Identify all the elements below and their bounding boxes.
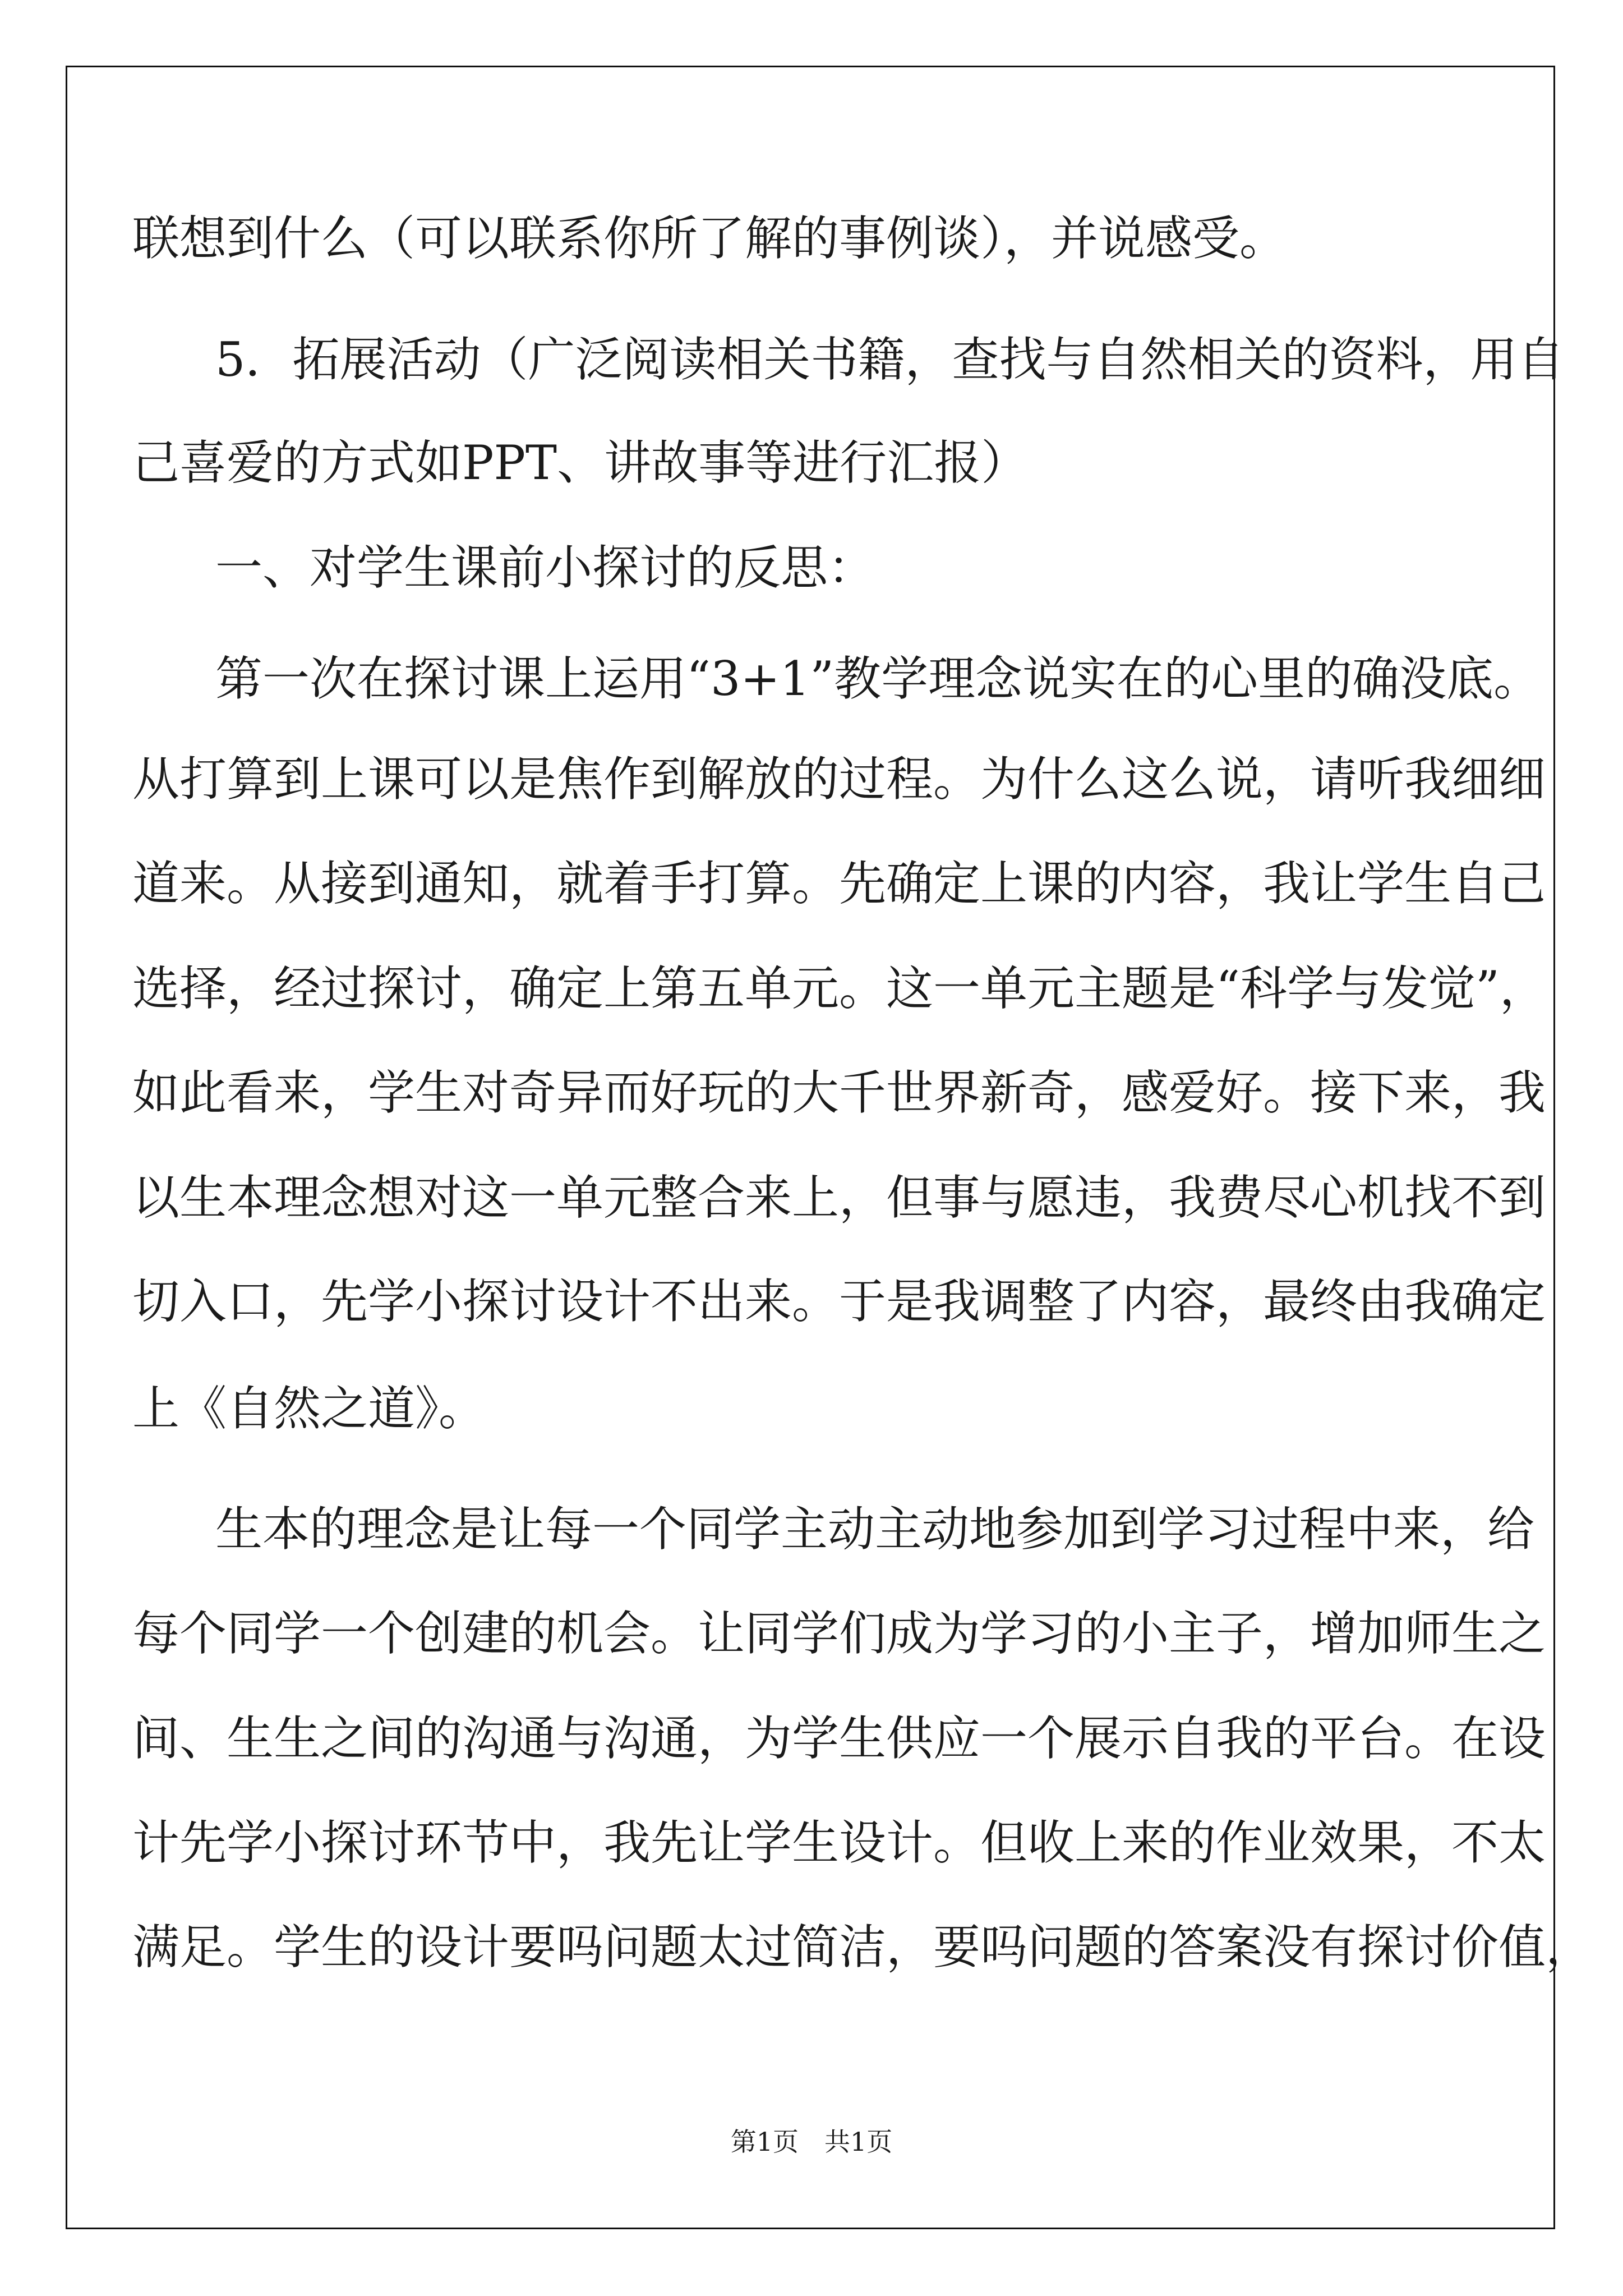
text-line: 如此看来，学生对奇异而好玩的大千世界新奇，感爱好。接下来，我 xyxy=(132,1065,1546,1120)
text-line: 联想到什么（可以联系你所了解的事例谈），并说感受。 xyxy=(132,211,1287,266)
text-line: 5．拓展活动（广泛阅读相关书籍，查找与自然相关的资料，用自 xyxy=(215,332,1565,387)
text-line: 一、对学生课前小探讨的反思： xyxy=(215,540,875,595)
page-number-footer: 第1页 共1页 xyxy=(730,2127,893,2157)
text-line: 间、生生之间的沟通与沟通，为学生供应一个展示自我的平台。在设 xyxy=(132,1711,1546,1766)
text-line: 生本的理念是让每一个同学主动主动地参加到学习过程中来，给 xyxy=(215,1502,1535,1557)
text-line: 己喜爱的方式如PPT、讲故事等进行汇报） xyxy=(132,435,1029,490)
text-line: 以生本理念想对这一单元整合来上，但事与愿违，我费尽心机找不到 xyxy=(132,1170,1546,1225)
text-line: 选择，经过探讨，确定上第五单元。这一单元主题是“科学与发觉”， xyxy=(132,961,1547,1016)
text-line: 道来。从接到通知，就着手打算。先确定上课的内容，我让学生自己 xyxy=(132,856,1546,911)
text-line: 计先学小探讨环节中，我先让学生设计。但收上来的作业效果，不太 xyxy=(132,1815,1546,1870)
text-line: 上《自然之道》。 xyxy=(132,1381,486,1436)
text-line: 满足。学生的设计要吗问题太过简洁，要吗问题的答案没有探讨价值， xyxy=(132,1920,1593,1975)
text-line: 切入口，先学小探讨设计不出来。于是我调整了内容，最终由我确定 xyxy=(132,1274,1546,1329)
text-line: 从打算到上课可以是焦作到解放的过程。为什么这么说，请听我细细 xyxy=(132,752,1546,807)
page-border xyxy=(66,66,1555,2229)
text-line: 第一次在探讨课上运用“3+1”教学理念说实在的心里的确没底。 xyxy=(215,651,1541,706)
text-line: 每个同学一个创建的机会。让同学们成为学习的小主子，增加师生之 xyxy=(132,1606,1546,1661)
